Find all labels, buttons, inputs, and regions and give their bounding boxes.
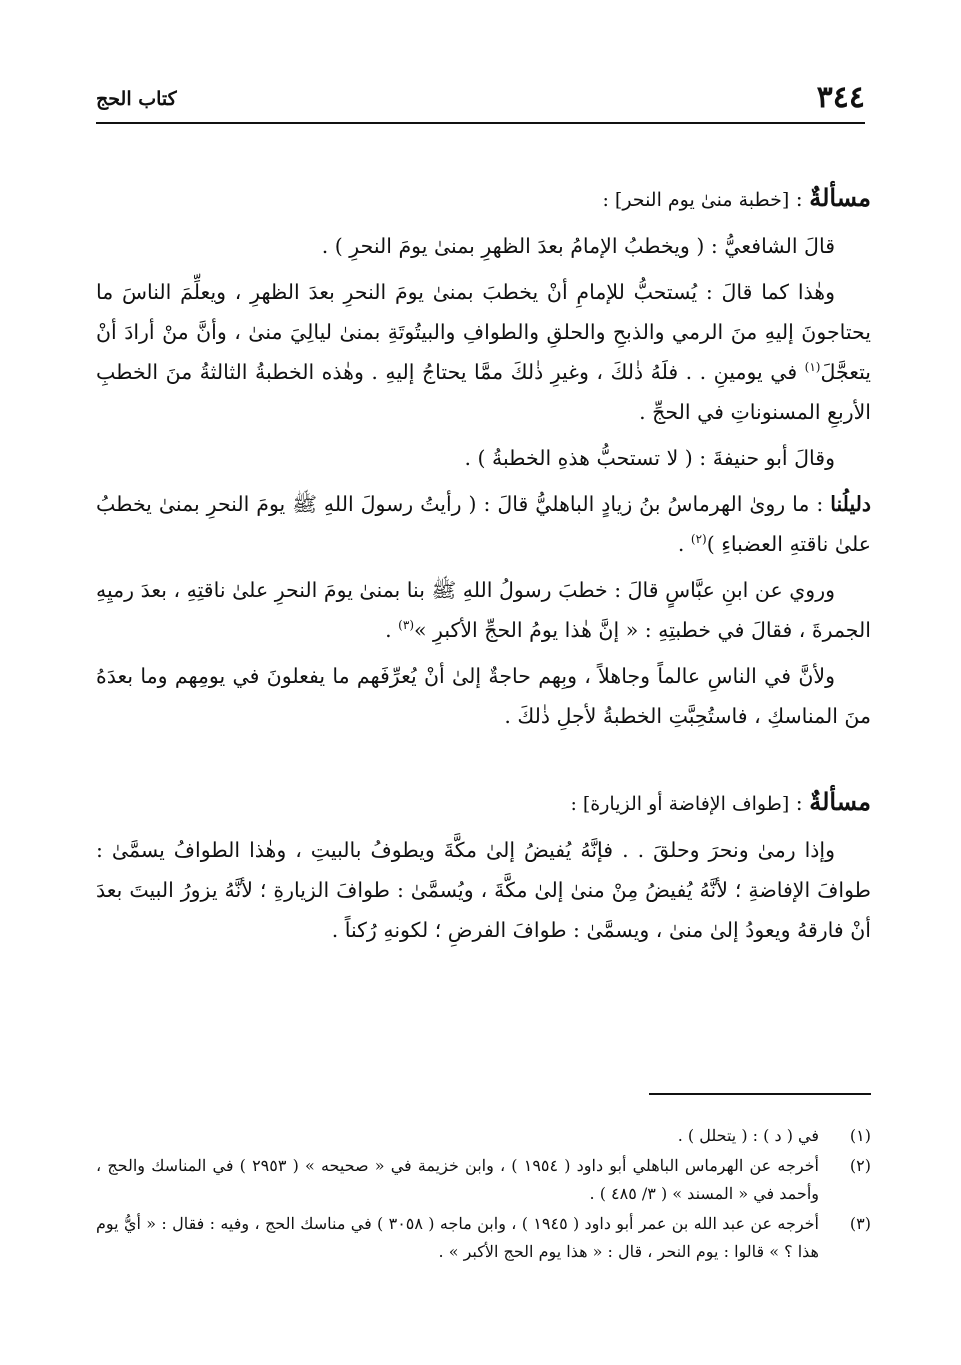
footnote-text: أخرجه عن عبد الله بن عمر أبو داود ( ١٩٤٥ ) ، وابن ماجه ( ٣٠٥٨ ) في مناسك الحج ، وفيه : فقال : « أيُّ يوم هذا ؟ » قالوا : يوم النحر ، قال : « هذا يوم الحج الأكبر » . — [96, 1214, 819, 1261]
paragraph — [96, 272, 871, 432]
main-text — [96, 178, 871, 950]
paragraph: وقالَ أبو حنيفةَ : ( لا تستحبُّ هذهِ الخطبةُ ) . — [464, 446, 835, 470]
footnote — [96, 1210, 871, 1266]
footnote-divider — [649, 1093, 871, 1095]
section-title: [طواف الإفاضة أو الزيارة] : — [570, 793, 790, 815]
heading-separator: : — [789, 791, 810, 815]
paragraph: ولأنَّ في الناسِ عالماً وجاهلاً ، وبِهم حاجةٌ إلىٰ أنْ يُعرِّفَهم ما يفعلونَ في يومِهم وما بعدَهُ منَ المناسكِ ، فاستُحِبَّتِ الخطبةُ لأجلِ ذٰلكَ . — [96, 664, 871, 728]
footnote-ref[interactable]: (٣) — [398, 618, 414, 633]
footnote-number: (١) — [849, 1126, 871, 1145]
footnote-ref[interactable]: (١) — [804, 360, 821, 375]
footnote-text: أخرجه عن الهرماس الباهلي أبو داود ( ١٩٥٤ ) ، وابن خزيمة في « صحيحه » ( ٢٩٥٣ ) في المناسك والحج ، وأحمد في « المسند » ( ٣/ ٤٨٥ ) . — [96, 1156, 819, 1203]
paragraph-text: . — [385, 618, 399, 642]
footnote-number: (٢) — [849, 1156, 871, 1175]
footnote-number: (٣) — [849, 1214, 871, 1233]
paragraph — [96, 570, 871, 650]
footnote — [96, 1122, 871, 1150]
paragraph: وإذا رمىٰ ونحرَ وحلقَ . . فإنَّهُ يُفيضُ إلىٰ مكَّةَ ويطوفُ بالبيتِ ، وهٰذا الطوافُ يسمَّىٰ : طوافَ الإفاضةِ ؛ لأنَّهُ يُفيضُ مِنْ منىٰ إلىٰ مكَّةَ ، ويُسمَّىٰ : طوافَ الزيارةِ ؛ لأنَّهُ يزورُ البيتَ بعدَ أنْ فارقهُ ويعودُ إلىٰ منىٰ ، ويسمَّىٰ : طوافَ الفرضِ ؛ لكونهِ رُكناً . — [96, 838, 871, 942]
running-title: كتاب الحج — [96, 88, 177, 110]
footnotes — [96, 1122, 871, 1268]
section-title: [خطبة منىٰ يوم النحر] : — [602, 189, 790, 211]
footnote-text: في ( د ) : ( يتحلل ) . — [677, 1126, 819, 1145]
paragraph-text: . — [677, 532, 691, 556]
masala-label: مسألةٌ — [809, 183, 871, 212]
paragraph: قالَ الشافعيُّ : ( ويخطبُ الإمامُ بعدَ الظهرِ بمنىٰ يومَ النحرِ ) . — [321, 234, 835, 258]
section-heading — [96, 178, 871, 220]
footnote — [96, 1152, 871, 1208]
footnote-ref[interactable]: (٢) — [690, 532, 707, 547]
section-heading — [96, 782, 871, 824]
masala-label: مسألةٌ — [809, 787, 871, 816]
paragraph-text: وروي عن ابنِ عبَّاسٍ قالَ : خطبَ رسولُ اللهِ ﷺ بنا بمنىٰ يومَ النحرِ علىٰ ناقتِهِ ، بعدَ رميِهِ الجمرةَ ، فقالَ في خطبتِهِ : « إنَّ هٰذا يومُ الحجِّ الأكبرِ » — [96, 578, 871, 642]
paragraph — [96, 484, 871, 564]
heading-separator: : — [789, 187, 810, 211]
evidence-label: دليلُنا — [830, 492, 871, 516]
page-header — [96, 78, 865, 124]
page-number: ٣٤٤ — [816, 80, 865, 115]
paragraph-text: وهٰذا كما قالَ : يُستحبُّ للإمامِ أنْ يخطبَ بمنىٰ يومَ النحرِ بعدَ الظهرِ ، ويعلِّمَ الناسَ ما يحتاجونَ إليهِ منَ الرمي والذبحِ والحلقِ والطوافِ والبيتُوتَةِ بمنىٰ ليالِيَ منىٰ ، وأنَّ منْ أرادَ أنْ يتعجَّلَ — [96, 280, 871, 384]
paragraph-text: في يومينِ . . فلَهُ ذٰلكَ ، وغيرِ ذٰلكَ ممَّا يحتاجُ إليهِ . وهٰذه الخطبةُ الثالثةُ منَ الخطبِ الأربعِ المسنوناتِ في الحجِّ . — [96, 360, 871, 424]
paragraph-text: : ما روىٰ الهرماسُ بنُ زيادٍ الباهليُّ قالَ : ( رأيتُ رسولَ اللهِ ﷺ يومَ النحرِ بمنىٰ يخطبُ علىٰ ناقتهِ العضباءِ ) — [96, 492, 871, 556]
